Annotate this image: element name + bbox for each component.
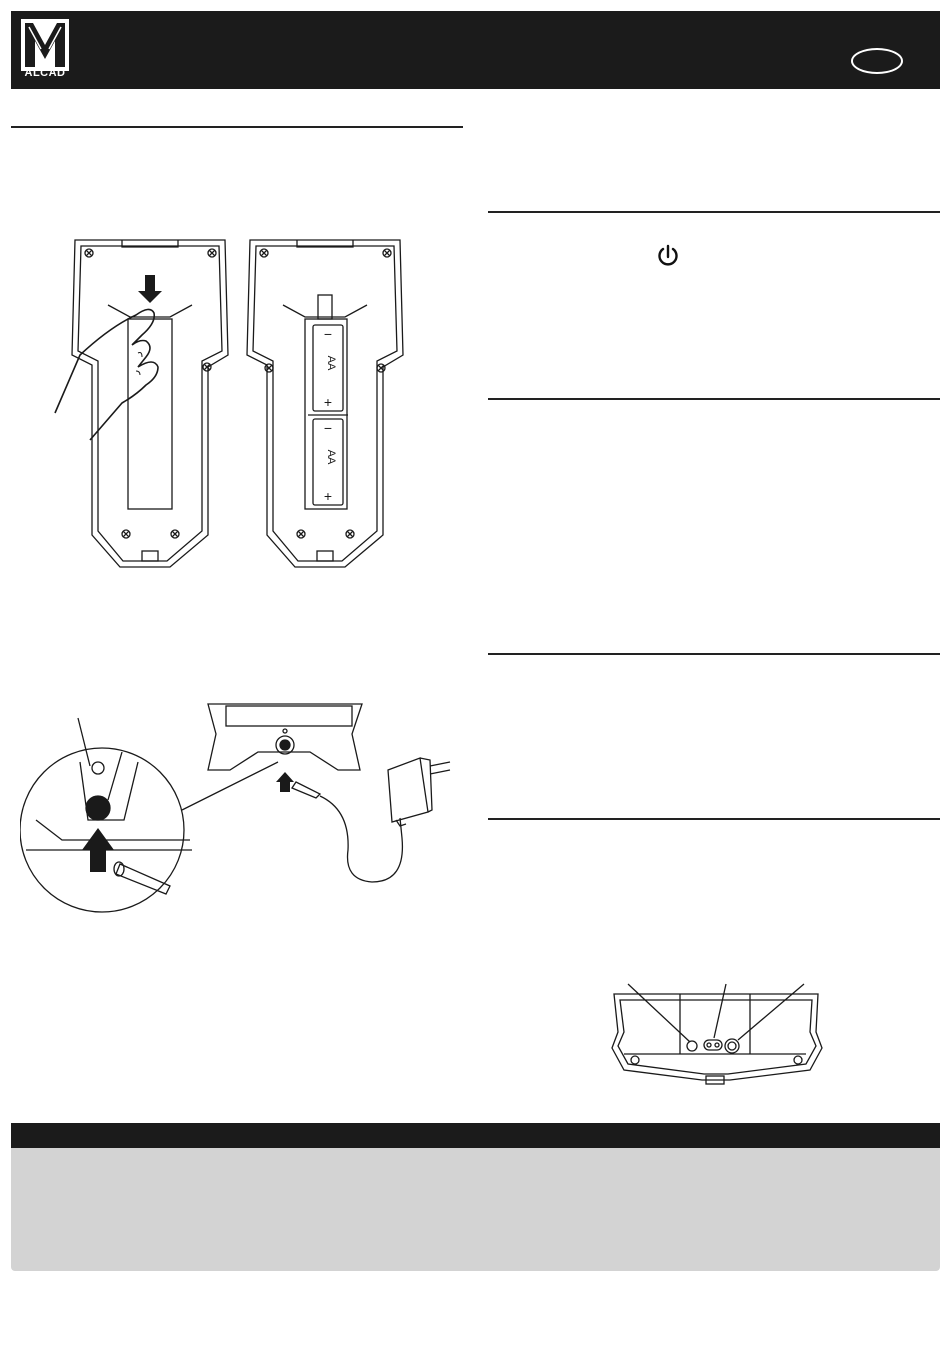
press-arrow-icon bbox=[138, 275, 162, 303]
screw-icon bbox=[383, 249, 391, 257]
language-badge-oval-icon bbox=[851, 48, 903, 74]
section-divider bbox=[488, 211, 940, 213]
screw-icon bbox=[171, 530, 179, 538]
charger-connection-icon bbox=[20, 700, 460, 930]
power-icon bbox=[656, 244, 680, 268]
battery-type-label: AA bbox=[325, 449, 337, 465]
connector-port bbox=[687, 1041, 697, 1051]
battery-plus-label: + bbox=[323, 488, 333, 504]
battery-plus-label: + bbox=[323, 394, 333, 410]
screw-icon bbox=[297, 530, 305, 538]
section-divider bbox=[488, 818, 940, 820]
screw-icon bbox=[122, 530, 130, 538]
screw-icon bbox=[203, 363, 211, 371]
battery-minus-label: − bbox=[323, 420, 333, 436]
section-divider bbox=[11, 126, 463, 128]
connector-panel-icon bbox=[610, 982, 825, 1087]
insert-arrow-icon bbox=[82, 828, 114, 872]
page-header bbox=[11, 11, 940, 89]
connector-jack bbox=[725, 1039, 739, 1053]
brand-name: ALCAD bbox=[24, 67, 66, 79]
battery-compartment-figure bbox=[50, 235, 415, 575]
screw-icon bbox=[265, 364, 273, 372]
battery-minus-label: − bbox=[323, 326, 333, 342]
battery-type-label: AA bbox=[325, 355, 337, 371]
screw-icon bbox=[377, 364, 385, 372]
hand-icon bbox=[55, 309, 158, 440]
footer-panel bbox=[11, 1148, 940, 1271]
screw-icon bbox=[346, 530, 354, 538]
footer-bar bbox=[11, 1123, 940, 1148]
screw-icon bbox=[260, 249, 268, 257]
insert-arrow-icon bbox=[276, 772, 294, 792]
screw-icon bbox=[85, 249, 93, 257]
section-divider bbox=[488, 653, 940, 655]
section-divider bbox=[488, 398, 940, 400]
screw-icon bbox=[208, 249, 216, 257]
